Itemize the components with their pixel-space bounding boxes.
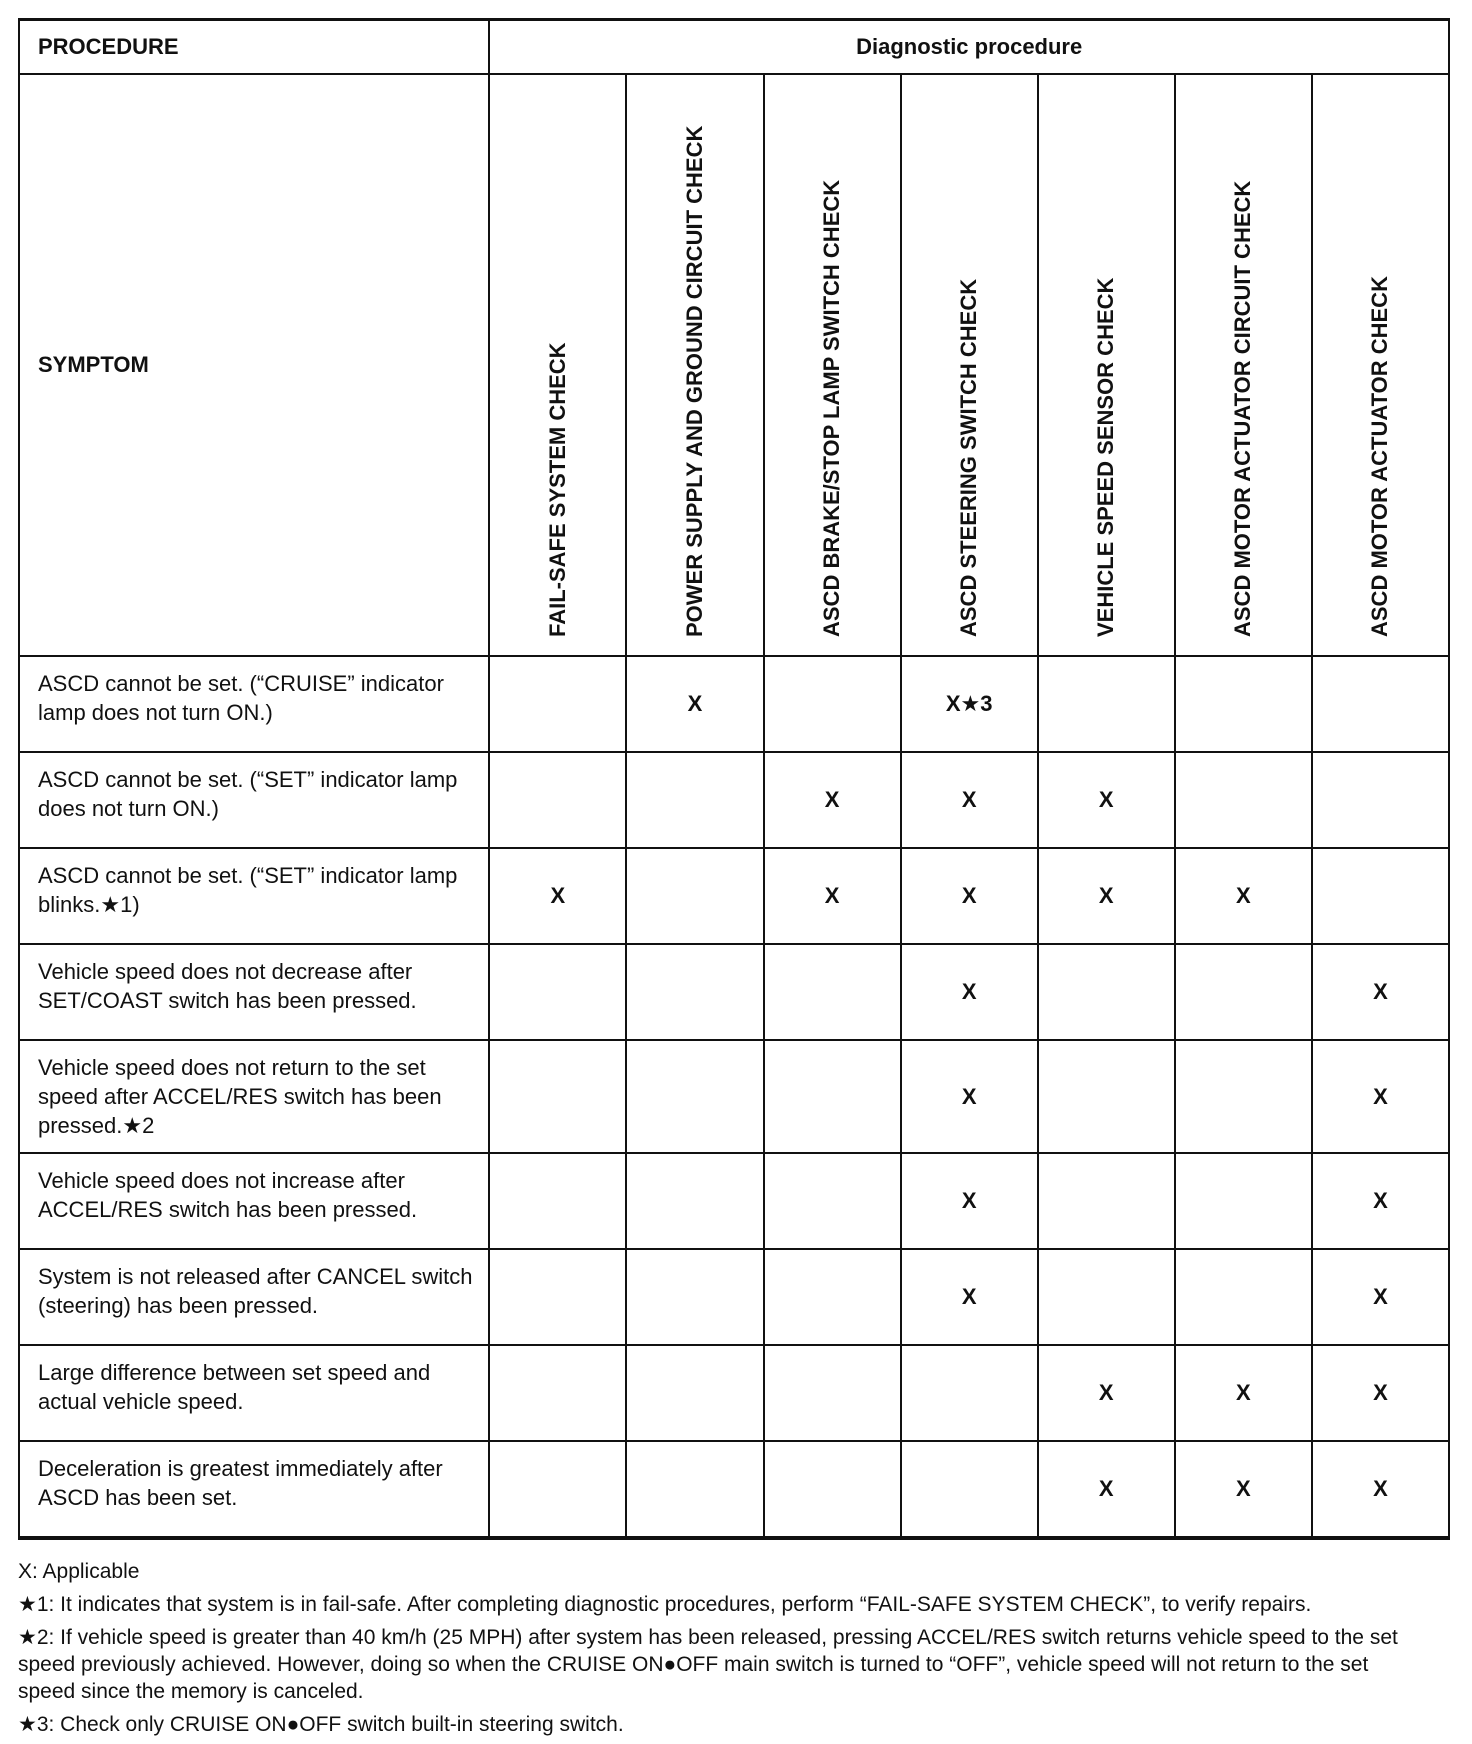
symptom-cell: Vehicle speed does not increase after ACCEL/RES switch has been pressed.: [19, 1153, 489, 1249]
symptom-cell: Vehicle speed does not decrease after SET/COAST switch has been pressed.: [19, 944, 489, 1040]
applicability-cell: [626, 944, 763, 1040]
symptom-cell: ASCD cannot be set. (“CRUISE” indicator lamp does not turn ON.): [19, 656, 489, 752]
diagnostic-table-page: [18, 18, 1450, 1744]
symptom-cell: Large difference between set speed and actual vehicle speed.: [19, 1345, 489, 1441]
applicability-cell: [1312, 848, 1449, 944]
applicability-cell: X: [764, 752, 901, 848]
applicability-cell: [1312, 752, 1449, 848]
table-row: [19, 752, 1449, 848]
applicability-cell: X: [1312, 1441, 1449, 1538]
applicability-cell: X: [901, 1153, 1038, 1249]
applicability-cell: [764, 1153, 901, 1249]
applicability-cell: [1175, 1153, 1312, 1249]
applicability-cell: [489, 656, 626, 752]
applicability-cell: X: [1175, 848, 1312, 944]
applicability-cell: X: [901, 1040, 1038, 1153]
column-header-label: VEHICLE SPEED SENSOR CHECK: [1093, 277, 1119, 637]
column-header-label: ASCD BRAKE/STOP LAMP SWITCH CHECK: [819, 179, 845, 637]
applicability-cell: X: [489, 848, 626, 944]
applicability-cell: [489, 1153, 626, 1249]
applicability-cell: X: [1038, 1345, 1175, 1441]
column-header: [489, 74, 626, 656]
applicability-cell: X: [901, 944, 1038, 1040]
table-row: [19, 1249, 1449, 1345]
applicability-cell: [764, 1249, 901, 1345]
applicability-cell: X: [1312, 1345, 1449, 1441]
column-header-label: ASCD MOTOR ACTUATOR CIRCUIT CHECK: [1230, 180, 1256, 637]
diagnostic-procedure-header: Diagnostic procedure: [489, 20, 1449, 75]
applicability-cell: [764, 1345, 901, 1441]
column-header-label: POWER SUPPLY AND GROUND CIRCUIT CHECK: [681, 125, 707, 637]
table-row: [19, 1345, 1449, 1441]
applicability-cell: X: [901, 848, 1038, 944]
column-header-label: FAIL-SAFE SYSTEM CHECK: [544, 342, 570, 637]
applicability-cell: [1175, 1249, 1312, 1345]
applicability-cell: [1175, 656, 1312, 752]
applicability-cell: [1175, 1040, 1312, 1153]
applicability-cell: [489, 1249, 626, 1345]
applicability-cell: X: [1175, 1345, 1312, 1441]
applicability-cell: [901, 1441, 1038, 1538]
applicability-cell: X: [626, 656, 763, 752]
applicability-cell: X★3: [901, 656, 1038, 752]
applicability-cell: X: [901, 752, 1038, 848]
applicability-cell: [764, 944, 901, 1040]
table-row: [19, 1040, 1449, 1153]
applicability-cell: [1038, 1153, 1175, 1249]
table-row: [19, 1153, 1449, 1249]
symptom-cell: ASCD cannot be set. (“SET” indicator lamp blinks.★1): [19, 848, 489, 944]
applicability-cell: [489, 1441, 626, 1538]
symptom-cell: Vehicle speed does not return to the set speed after ACCEL/RES switch has been pressed.★2: [19, 1040, 489, 1153]
applicability-cell: [1038, 1249, 1175, 1345]
symptom-header: SYMPTOM: [19, 74, 489, 656]
column-header: [626, 74, 763, 656]
applicability-cell: [764, 1441, 901, 1538]
applicability-cell: [764, 1040, 901, 1153]
column-header: [1312, 74, 1449, 656]
applicability-cell: [626, 848, 763, 944]
applicability-cell: X: [1312, 1153, 1449, 1249]
applicability-cell: [626, 752, 763, 848]
applicability-cell: [489, 752, 626, 848]
applicability-cell: X: [764, 848, 901, 944]
applicability-cell: [626, 1040, 763, 1153]
symptom-cell: ASCD cannot be set. (“SET” indicator lamp does not turn ON.): [19, 752, 489, 848]
column-header-label: ASCD MOTOR ACTUATOR CHECK: [1367, 276, 1393, 637]
column-header: [1038, 74, 1175, 656]
footnotes: [18, 1558, 1428, 1738]
procedure-header: PROCEDURE: [19, 20, 489, 75]
applicability-cell: [1038, 1040, 1175, 1153]
column-header-label: ASCD STEERING SWITCH CHECK: [956, 278, 982, 637]
applicability-cell: [1175, 752, 1312, 848]
applicability-cell: X: [901, 1249, 1038, 1345]
applicability-cell: [489, 1040, 626, 1153]
symptom-cell: System is not released after CANCEL switch (steering) has been pressed.: [19, 1249, 489, 1345]
table-row: [19, 656, 1449, 752]
applicability-cell: X: [1038, 848, 1175, 944]
applicability-cell: X: [1312, 1040, 1449, 1153]
applicability-cell: [626, 1249, 763, 1345]
applicability-cell: [626, 1345, 763, 1441]
footnote: ★2: If vehicle speed is greater than 40 km/h (25 MPH) after system has been released, pressing ACCEL/RES switch returns vehicle speed to the set speed previously achieved. However, doing so when the CRUISE ON●OFF main switch is turned to “OFF”, vehicle speed will not return to the set speed since the memory is canceled.: [18, 1626, 1398, 1703]
applicability-cell: [1175, 944, 1312, 1040]
applicability-cell: [1038, 656, 1175, 752]
applicability-cell: X: [1175, 1441, 1312, 1538]
column-header: [764, 74, 901, 656]
applicability-cell: [1038, 944, 1175, 1040]
table-row: [19, 1441, 1449, 1538]
symptom-cell: Deceleration is greatest immediately after ASCD has been set.: [19, 1441, 489, 1538]
applicability-cell: [489, 944, 626, 1040]
table-row: [19, 944, 1449, 1040]
applicability-cell: [1312, 656, 1449, 752]
applicability-cell: [901, 1345, 1038, 1441]
column-header: [901, 74, 1038, 656]
diagnostic-matrix-table: [18, 18, 1450, 1540]
footnote: ★3: Check only CRUISE ON●OFF switch built-in steering switch.: [18, 1713, 624, 1736]
column-header: [1175, 74, 1312, 656]
applicability-cell: [764, 656, 901, 752]
applicability-cell: [626, 1441, 763, 1538]
applicability-cell: X: [1038, 1441, 1175, 1538]
applicability-cell: [626, 1153, 763, 1249]
applicability-cell: X: [1312, 944, 1449, 1040]
table-row: [19, 848, 1449, 944]
applicability-cell: X: [1312, 1249, 1449, 1345]
applicability-cell: X: [1038, 752, 1175, 848]
footnote: ★1: It indicates that system is in fail-safe. After completing diagnostic procedures, perform “FAIL-SAFE SYSTEM CHECK”, to verify repairs.: [18, 1593, 1312, 1616]
footnote: X: Applicable: [18, 1560, 140, 1583]
applicability-cell: [489, 1345, 626, 1441]
